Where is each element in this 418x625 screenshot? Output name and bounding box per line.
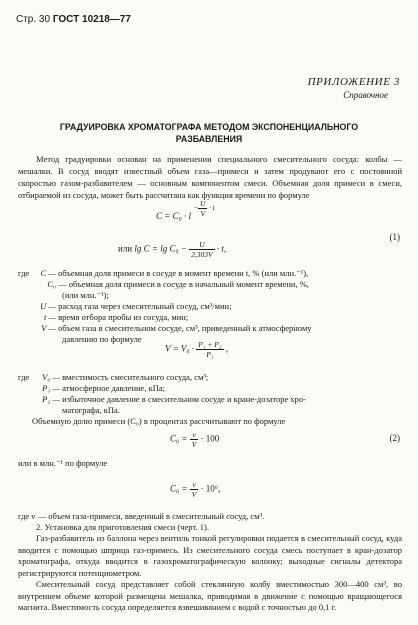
appendix-subtitle: Справочное (343, 90, 388, 100)
equation-number-2: (2) (389, 433, 400, 443)
def-c: где C — объемная доля примеси в сосуде в момент времени t, % (или млн.⁻¹), (18, 268, 309, 278)
section-title-line1: ГРАДУИРОВКА ХРОМАТОГРАФА МЕТОДОМ ЭКСПОНЕНЦИАЛЬНОГО (59, 122, 359, 132)
definitions-1 (18, 268, 312, 345)
def-u: U — расход газа через смесительный сосуд, см³/мин; (40, 301, 232, 311)
formula-ppm: C₀ = $\frac{v}{V}$ · 10⁶, (170, 480, 221, 499)
formula-1-log-fraction: $\frac{U}{2,303V}$ (191, 240, 213, 259)
page-header (16, 14, 131, 25)
section-2-paragraph-1: Газ-разбавитель из баллона через вентиль тонкой регулировки подается в смесительный сосуд, куда вводится с помощью шприца газ-примесь. Из смесительного сосуда смесь поступает в кран-дозатор хроматографа, откуда вводится в газохроматографическую колонку; выходные сигналы детектора регистрируются потенциометром. (18, 533, 402, 578)
def-small-v: где v — объем газа-примеси, введенный в смесительный сосуд, см³. (18, 511, 265, 521)
def-v-cont: давлению по формуле (62, 334, 142, 344)
section-2-title: 2. Установка для приготовления смеси (черт. 1). (36, 522, 209, 532)
formula-2: C₀ = $\frac{v}{V}$ · 100 (170, 430, 220, 449)
intro-paragraph: Метод градуировки основан на применении специального смесительного сосуда: колбы — мешалки. В сосуд вводят известный объем газа—примеси и затем продувают его с постоянной скоростью газом-разбавителем — основным компонентом смеси. Объемная доля примеси в смеси, отбираемой из сосуда, может быть рассчитана как функция времени по формуле (18, 154, 402, 200)
formula-1-log: или lg C = lg C₀ − $\frac{U}{2,303V}$ · t, (118, 240, 227, 259)
def-p2: P₂ — избыточное давление в смесительном сосуде и кране-дозаторе хро- (42, 394, 307, 404)
formula-1-exp-fraction: $\frac{U}{V}$ (199, 199, 206, 218)
or-ppm-text: или в млн.⁻¹ по формуле (18, 458, 108, 468)
formula-volume: V = V₀ · $\frac{\text{P₁ + P₂}}{\text{P₁}}$ , (165, 340, 228, 359)
definitions-2 (18, 372, 306, 427)
def-t: t — время отбора пробы из сосуда, мин; (43, 312, 189, 322)
def-c0: C₀ — объемная доля примеси в сосуде в начальный момент времени, %, (47, 279, 309, 289)
standard-code: ГОСТ 10218—77 (52, 14, 131, 25)
c0-intro: Объемную долю примеси (C₀) в процентах рассчитывают по формуле (32, 416, 286, 426)
section-title-line2: РАЗБАВЛЕНИЯ (175, 134, 243, 144)
appendix-title: ПРИЛОЖЕНИЕ 3 (307, 76, 400, 88)
formula-1-exp: C = C₀ · l $^{- \frac{U}{V} \cdot t}$ (156, 199, 215, 222)
equation-number-1: (1) (389, 232, 400, 242)
section-2-paragraph-2: Смесительный сосуд представляет собой стеклянную колбу вместимостью 300—400 см³, во внутреннем объеме которой размещена мешалка, приводимая в движение с помощью вращающегося магнита. Вместимость сосуда определяется взвешиванием с водой с точностью до 0,1 г. (18, 579, 402, 612)
def-p1: P₁ — атмосферное давление, кПа; (42, 383, 165, 393)
formula-volume-fraction: $\frac{\text{P₁ + P₂}}{\text{P₁}}$ (198, 340, 222, 359)
def-p2-cont: матографа, кПа. (62, 405, 120, 415)
page-number: Стр. 30 (16, 14, 51, 25)
def-c0-cont: (или млн.⁻¹); (62, 290, 109, 300)
formula-ppm-fraction: $\frac{v}{V}$ (191, 480, 197, 499)
formula-2-fraction: $\frac{v}{V}$ (191, 430, 197, 449)
def-v0: где V₀ — вместимость смесительного сосуда, см³; (18, 372, 209, 382)
def-v: V — объем газа в смесительном сосуде, см³, приведенный к атмосферному (41, 323, 312, 333)
